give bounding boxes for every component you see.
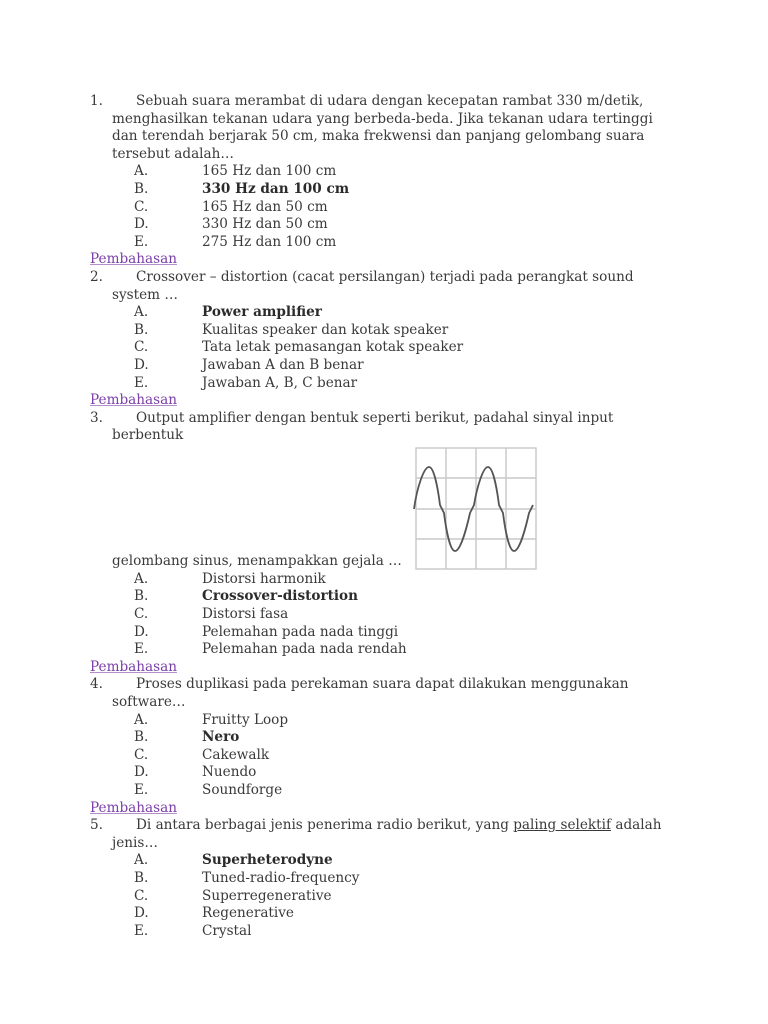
option-text: 330 Hz dan 50 cm — [202, 216, 328, 233]
option-a-correct — [134, 304, 680, 322]
option-text: Jawaban A, B, C benar — [202, 374, 358, 391]
option-text: Nuendo — [202, 764, 257, 781]
question-number: 2. — [90, 268, 103, 285]
pembahasan-link-4[interactable]: Pembahasan — [90, 799, 177, 816]
option-text: 165 Hz dan 50 cm — [202, 198, 328, 215]
option-letter: B. — [134, 180, 149, 197]
option-letter: E. — [134, 641, 149, 658]
options-list — [134, 163, 680, 251]
option-text: Tata letak pemasangan kotak speaker — [202, 339, 464, 356]
option-c — [134, 747, 680, 765]
option-b-correct — [134, 181, 680, 199]
option-text: Crystal — [202, 922, 252, 939]
question-3 — [90, 410, 680, 659]
option-e — [134, 782, 680, 800]
option-text: 330 Hz dan 100 cm — [202, 180, 350, 197]
option-c — [134, 606, 680, 624]
option-letter: A. — [134, 163, 149, 180]
option-text: Power amplifier — [202, 304, 322, 321]
option-e — [134, 923, 680, 941]
option-a — [134, 163, 680, 181]
option-letter: E. — [134, 922, 149, 939]
question-1 — [90, 93, 680, 251]
option-a — [134, 571, 680, 589]
option-c — [134, 199, 680, 217]
option-text: Regenerative — [202, 905, 294, 922]
option-d — [134, 216, 680, 234]
option-text: Superregenerative — [202, 887, 332, 904]
option-d — [134, 905, 680, 923]
option-letter: E. — [134, 233, 149, 250]
option-text: Crossover-distortion — [202, 588, 358, 605]
option-letter: B. — [134, 321, 149, 338]
option-text: 165 Hz dan 100 cm — [202, 163, 337, 180]
option-text: Distorsi fasa — [202, 606, 289, 623]
option-letter: B. — [134, 729, 149, 746]
question-4 — [90, 676, 680, 799]
option-letter: D. — [134, 905, 149, 922]
document — [90, 93, 680, 940]
option-letter: A. — [134, 852, 149, 869]
option-d — [134, 624, 680, 642]
question-5 — [90, 817, 680, 940]
option-text: Tuned-radio-frequency — [202, 869, 360, 886]
options-list — [134, 304, 680, 392]
option-text: 275 Hz dan 100 cm — [202, 233, 337, 250]
distorted-sine-wave-icon — [412, 447, 538, 571]
option-letter: A. — [134, 711, 149, 728]
option-text: Kualitas speaker dan kotak speaker — [202, 321, 449, 338]
pembahasan-link-3[interactable]: Pembahasan — [90, 658, 177, 675]
option-letter: D. — [134, 623, 149, 640]
option-b — [134, 322, 680, 340]
option-letter: A. — [134, 304, 149, 321]
options-list — [134, 852, 680, 940]
option-a — [134, 712, 680, 730]
option-c — [134, 339, 680, 357]
question-text: Crossover – distortion (cacat persilangan) terjadi pada perangkat sound system … — [112, 268, 634, 303]
option-letter: E. — [134, 374, 149, 391]
pembahasan-link-2[interactable]: Pembahasan — [90, 392, 177, 409]
option-letter: C. — [134, 887, 149, 904]
question-text — [112, 817, 680, 852]
option-c — [134, 888, 680, 906]
option-d — [134, 357, 680, 375]
options-list — [134, 712, 680, 800]
figure-row — [112, 445, 680, 571]
option-text: Jawaban A dan B benar — [202, 356, 364, 373]
option-text: Cakewalk — [202, 746, 270, 763]
question-text: Proses duplikasi pada perekaman suara dapat dilakukan menggunakan software… — [112, 676, 629, 711]
option-text: Superheterodyne — [202, 852, 333, 869]
option-b-correct — [134, 729, 680, 747]
option-letter: C. — [134, 339, 149, 356]
option-d — [134, 764, 680, 782]
option-letter: D. — [134, 764, 149, 781]
option-letter: B. — [134, 869, 149, 886]
option-letter: A. — [134, 570, 149, 587]
option-e — [134, 375, 680, 393]
option-e — [134, 234, 680, 252]
question-number: 1. — [90, 93, 103, 109]
question-text-part: Di antara berbagai jenis penerima radio berikut, yang — [136, 817, 514, 834]
option-letter: C. — [134, 746, 149, 763]
option-letter: C. — [134, 606, 149, 623]
option-a-correct — [134, 852, 680, 870]
question-text-part: adalah jenis… — [112, 817, 662, 851]
question-2 — [90, 269, 680, 392]
question-number: 3. — [90, 409, 103, 426]
option-text: Pelemahan pada nada tinggi — [202, 623, 399, 640]
question-text: Output amplifier dengan bentuk seperti berikut, padahal sinyal input berbentuk — [112, 409, 614, 444]
question-number: 5. — [90, 817, 103, 834]
option-text: Soundforge — [202, 782, 283, 798]
option-text: Nero — [202, 729, 240, 746]
option-letter: E. — [134, 782, 149, 798]
option-letter: D. — [134, 356, 149, 373]
option-text: Fruitty Loop — [202, 711, 289, 728]
option-b — [134, 870, 680, 888]
question-number: 4. — [90, 676, 103, 693]
underlined-phrase: paling selektif — [513, 817, 612, 834]
option-e — [134, 641, 680, 659]
option-letter: D. — [134, 216, 149, 233]
option-text: Distorsi harmonik — [202, 570, 326, 587]
question-text: Sebuah suara merambat di udara dengan kecepatan rambat 330 m/detik, menghasilkan tekanan udara yang berbeda-beda. Jika tekanan udara tertinggi dan terendah berjarak 50 cm, maka frekwensi dan panjang gelombang suara tersebut adalah… — [112, 93, 653, 162]
option-letter: B. — [134, 588, 149, 605]
question-text-continued: gelombang sinus, menampakkan gejala … — [112, 553, 402, 570]
option-letter: C. — [134, 198, 149, 215]
option-b-correct — [134, 588, 680, 606]
option-text: Pelemahan pada nada rendah — [202, 641, 407, 658]
options-list — [134, 571, 680, 659]
pembahasan-link-1[interactable]: Pembahasan — [90, 251, 177, 268]
